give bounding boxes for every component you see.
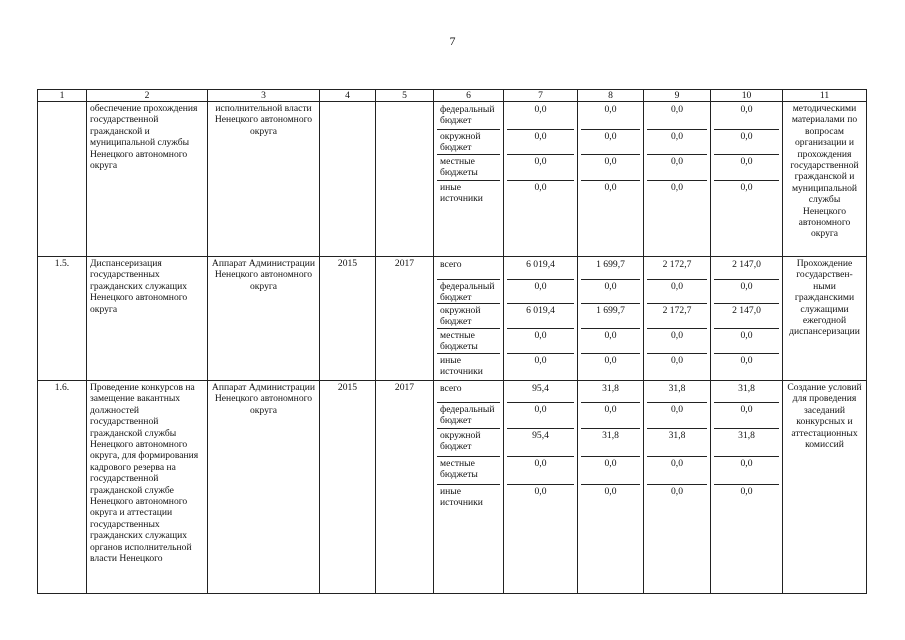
year-2017-values — [711, 257, 783, 381]
header-cell: 6 — [434, 90, 504, 102]
table-row — [38, 257, 867, 381]
value-cell: 0,0 — [647, 279, 707, 303]
value-cell: 31,8 — [581, 428, 640, 456]
executor: Аппарат Администрации Ненецкого автономного округа — [208, 381, 320, 594]
executor: исполнительной власти Ненецкого автономного округа — [208, 102, 320, 257]
value-cell: 31,8 — [602, 383, 619, 394]
value-cell: 0,0 — [714, 154, 779, 180]
value-cell: 0,0 — [581, 484, 640, 592]
value-cell: 0,0 — [581, 328, 640, 353]
value-cell: 0,0 — [671, 104, 683, 115]
activity-name: Диспансеризация государственных гражданских служащих Ненецкого автономного округа — [87, 257, 208, 381]
funding-source: всего — [440, 383, 462, 394]
value-cell: 0,0 — [647, 328, 707, 353]
funding-source: окружной бюджет — [437, 303, 500, 328]
value-cell: 31,8 — [738, 383, 755, 394]
value-cell: 0,0 — [647, 456, 707, 484]
value-cell: 0,0 — [714, 328, 779, 353]
funding-source: окружной бюджет — [437, 428, 500, 456]
table-row — [38, 102, 867, 257]
value-cell: 0,0 — [647, 484, 707, 592]
end-year: 2017 — [376, 381, 434, 594]
value-cell: 0,0 — [714, 402, 779, 428]
value-cell: 0,0 — [507, 328, 574, 353]
value-cell: 0,0 — [647, 402, 707, 428]
funding-source: местные бюджеты — [437, 456, 500, 484]
year-2015-values — [578, 257, 644, 381]
value-cell: 0,0 — [647, 180, 707, 210]
value-cell: 0,0 — [714, 484, 779, 592]
value-cell: 0,0 — [714, 456, 779, 484]
value-cell: 0,0 — [740, 104, 753, 115]
value-cell: 0,0 — [647, 129, 707, 154]
value-cell: 0,0 — [507, 279, 574, 303]
end-year — [376, 102, 434, 257]
value-cell: 0,0 — [714, 129, 779, 154]
header-cell: 1 — [38, 90, 87, 102]
page-number: 7 — [449, 34, 456, 48]
header-cell: 10 — [711, 90, 783, 102]
executor: Аппарат Администрации Ненецкого автономного округа — [208, 257, 320, 381]
value-cell: 0,0 — [507, 456, 574, 484]
funding-source: иные источники — [437, 180, 500, 210]
header-cell: 4 — [320, 90, 376, 102]
value-cell: 95,4 — [532, 383, 549, 394]
value-cell: 95,4 — [507, 428, 574, 456]
expected-result: методическими материалами по вопросам организации и прохождения государственной гражданской и муниципальной службы Ненецкого автономного округа — [783, 102, 867, 257]
funding-source: федеральный бюджет — [440, 104, 495, 127]
value-cell: 0,0 — [581, 154, 640, 180]
year-2017-values — [711, 102, 783, 257]
expected-result: Прохождение государствен-ными гражданскими служащими ежегодной диспансеризации — [783, 257, 867, 381]
funding-source: иные источники — [437, 484, 500, 592]
header-cell: 11 — [783, 90, 867, 102]
header-cell: 7 — [504, 90, 578, 102]
value-cell: 0,0 — [714, 353, 779, 379]
value-cell: 0,0 — [507, 180, 574, 210]
value-cell: 1 699,7 — [596, 259, 625, 270]
expected-result: Создание условий для проведения заседаний конкурсных и аттестационных комиссий — [783, 381, 867, 594]
value-cell: 0,0 — [647, 353, 707, 379]
value-cell: 2 147,0 — [732, 259, 761, 270]
value-cell: 0,0 — [581, 353, 640, 379]
row-number — [38, 102, 87, 257]
header-cell: 8 — [578, 90, 644, 102]
header-cell: 2 — [87, 90, 208, 102]
funding-source: местные бюджеты — [437, 328, 500, 353]
value-cell: 0,0 — [714, 279, 779, 303]
row-number: 1.6. — [38, 381, 87, 594]
value-cell: 31,8 — [647, 428, 707, 456]
value-cell: 0,0 — [714, 180, 779, 210]
start-year: 2015 — [320, 381, 376, 594]
total-values — [504, 102, 578, 257]
year-2015-values — [578, 102, 644, 257]
funding-source: федеральный бюджет — [437, 402, 500, 428]
value-cell: 2 147,0 — [714, 303, 779, 328]
funding-source: федеральный бюджет — [437, 279, 500, 303]
activity-name: обеспечение прохождения государственной гражданской и муниципальной службы Ненецкого автономного округа — [87, 102, 208, 257]
year-2016-values — [644, 257, 711, 381]
header-cell: 3 — [208, 90, 320, 102]
activity-name: Проведение конкурсов на замещение вакантных должностей государственной гражданской службы Ненецкого автономного округа, для формирования кадрового резерва на государственной гражданской службе Ненецкого автономного округа и аттестации государственных гражданских служащих органов исполнительной власти Ненецкого — [87, 381, 208, 594]
value-cell: 0,0 — [581, 279, 640, 303]
value-cell: 0,0 — [581, 456, 640, 484]
funding-source: местные бюджеты — [437, 154, 500, 180]
value-cell: 0,0 — [581, 180, 640, 210]
funding-sources — [434, 381, 504, 594]
start-year — [320, 102, 376, 257]
funding-source: иные источники — [437, 353, 500, 379]
value-cell: 0,0 — [581, 129, 640, 154]
value-cell: 31,8 — [668, 383, 686, 394]
value-cell: 0,0 — [534, 104, 547, 115]
total-values — [504, 257, 578, 381]
funding-sources — [434, 102, 504, 257]
value-cell: 0,0 — [507, 353, 574, 379]
funding-source: окружной бюджет — [437, 129, 500, 154]
value-cell: 0,0 — [507, 484, 574, 592]
row-number: 1.5. — [38, 257, 87, 381]
value-cell: 6 019,4 — [526, 259, 555, 270]
year-2017-values — [711, 381, 783, 594]
total-values — [504, 381, 578, 594]
value-cell: 0,0 — [507, 129, 574, 154]
header-row — [38, 90, 867, 102]
value-cell: 0,0 — [581, 402, 640, 428]
value-cell: 0,0 — [604, 104, 617, 115]
year-2015-values — [578, 381, 644, 594]
value-cell: 6 019,4 — [507, 303, 574, 328]
value-cell: 0,0 — [647, 154, 707, 180]
end-year: 2017 — [376, 257, 434, 381]
value-cell: 0,0 — [507, 402, 574, 428]
value-cell: 0,0 — [507, 154, 574, 180]
year-2016-values — [644, 102, 711, 257]
header-cell: 9 — [644, 90, 711, 102]
header-cell: 5 — [376, 90, 434, 102]
year-2016-values — [644, 381, 711, 594]
table-row — [38, 381, 867, 594]
value-cell: 2 172,7 — [662, 259, 692, 270]
funding-sources — [434, 257, 504, 381]
program-table — [37, 89, 867, 594]
value-cell: 31,8 — [714, 428, 779, 456]
value-cell: 2 172,7 — [647, 303, 707, 328]
funding-source: всего — [440, 259, 462, 270]
value-cell: 1 699,7 — [581, 303, 640, 328]
start-year: 2015 — [320, 257, 376, 381]
